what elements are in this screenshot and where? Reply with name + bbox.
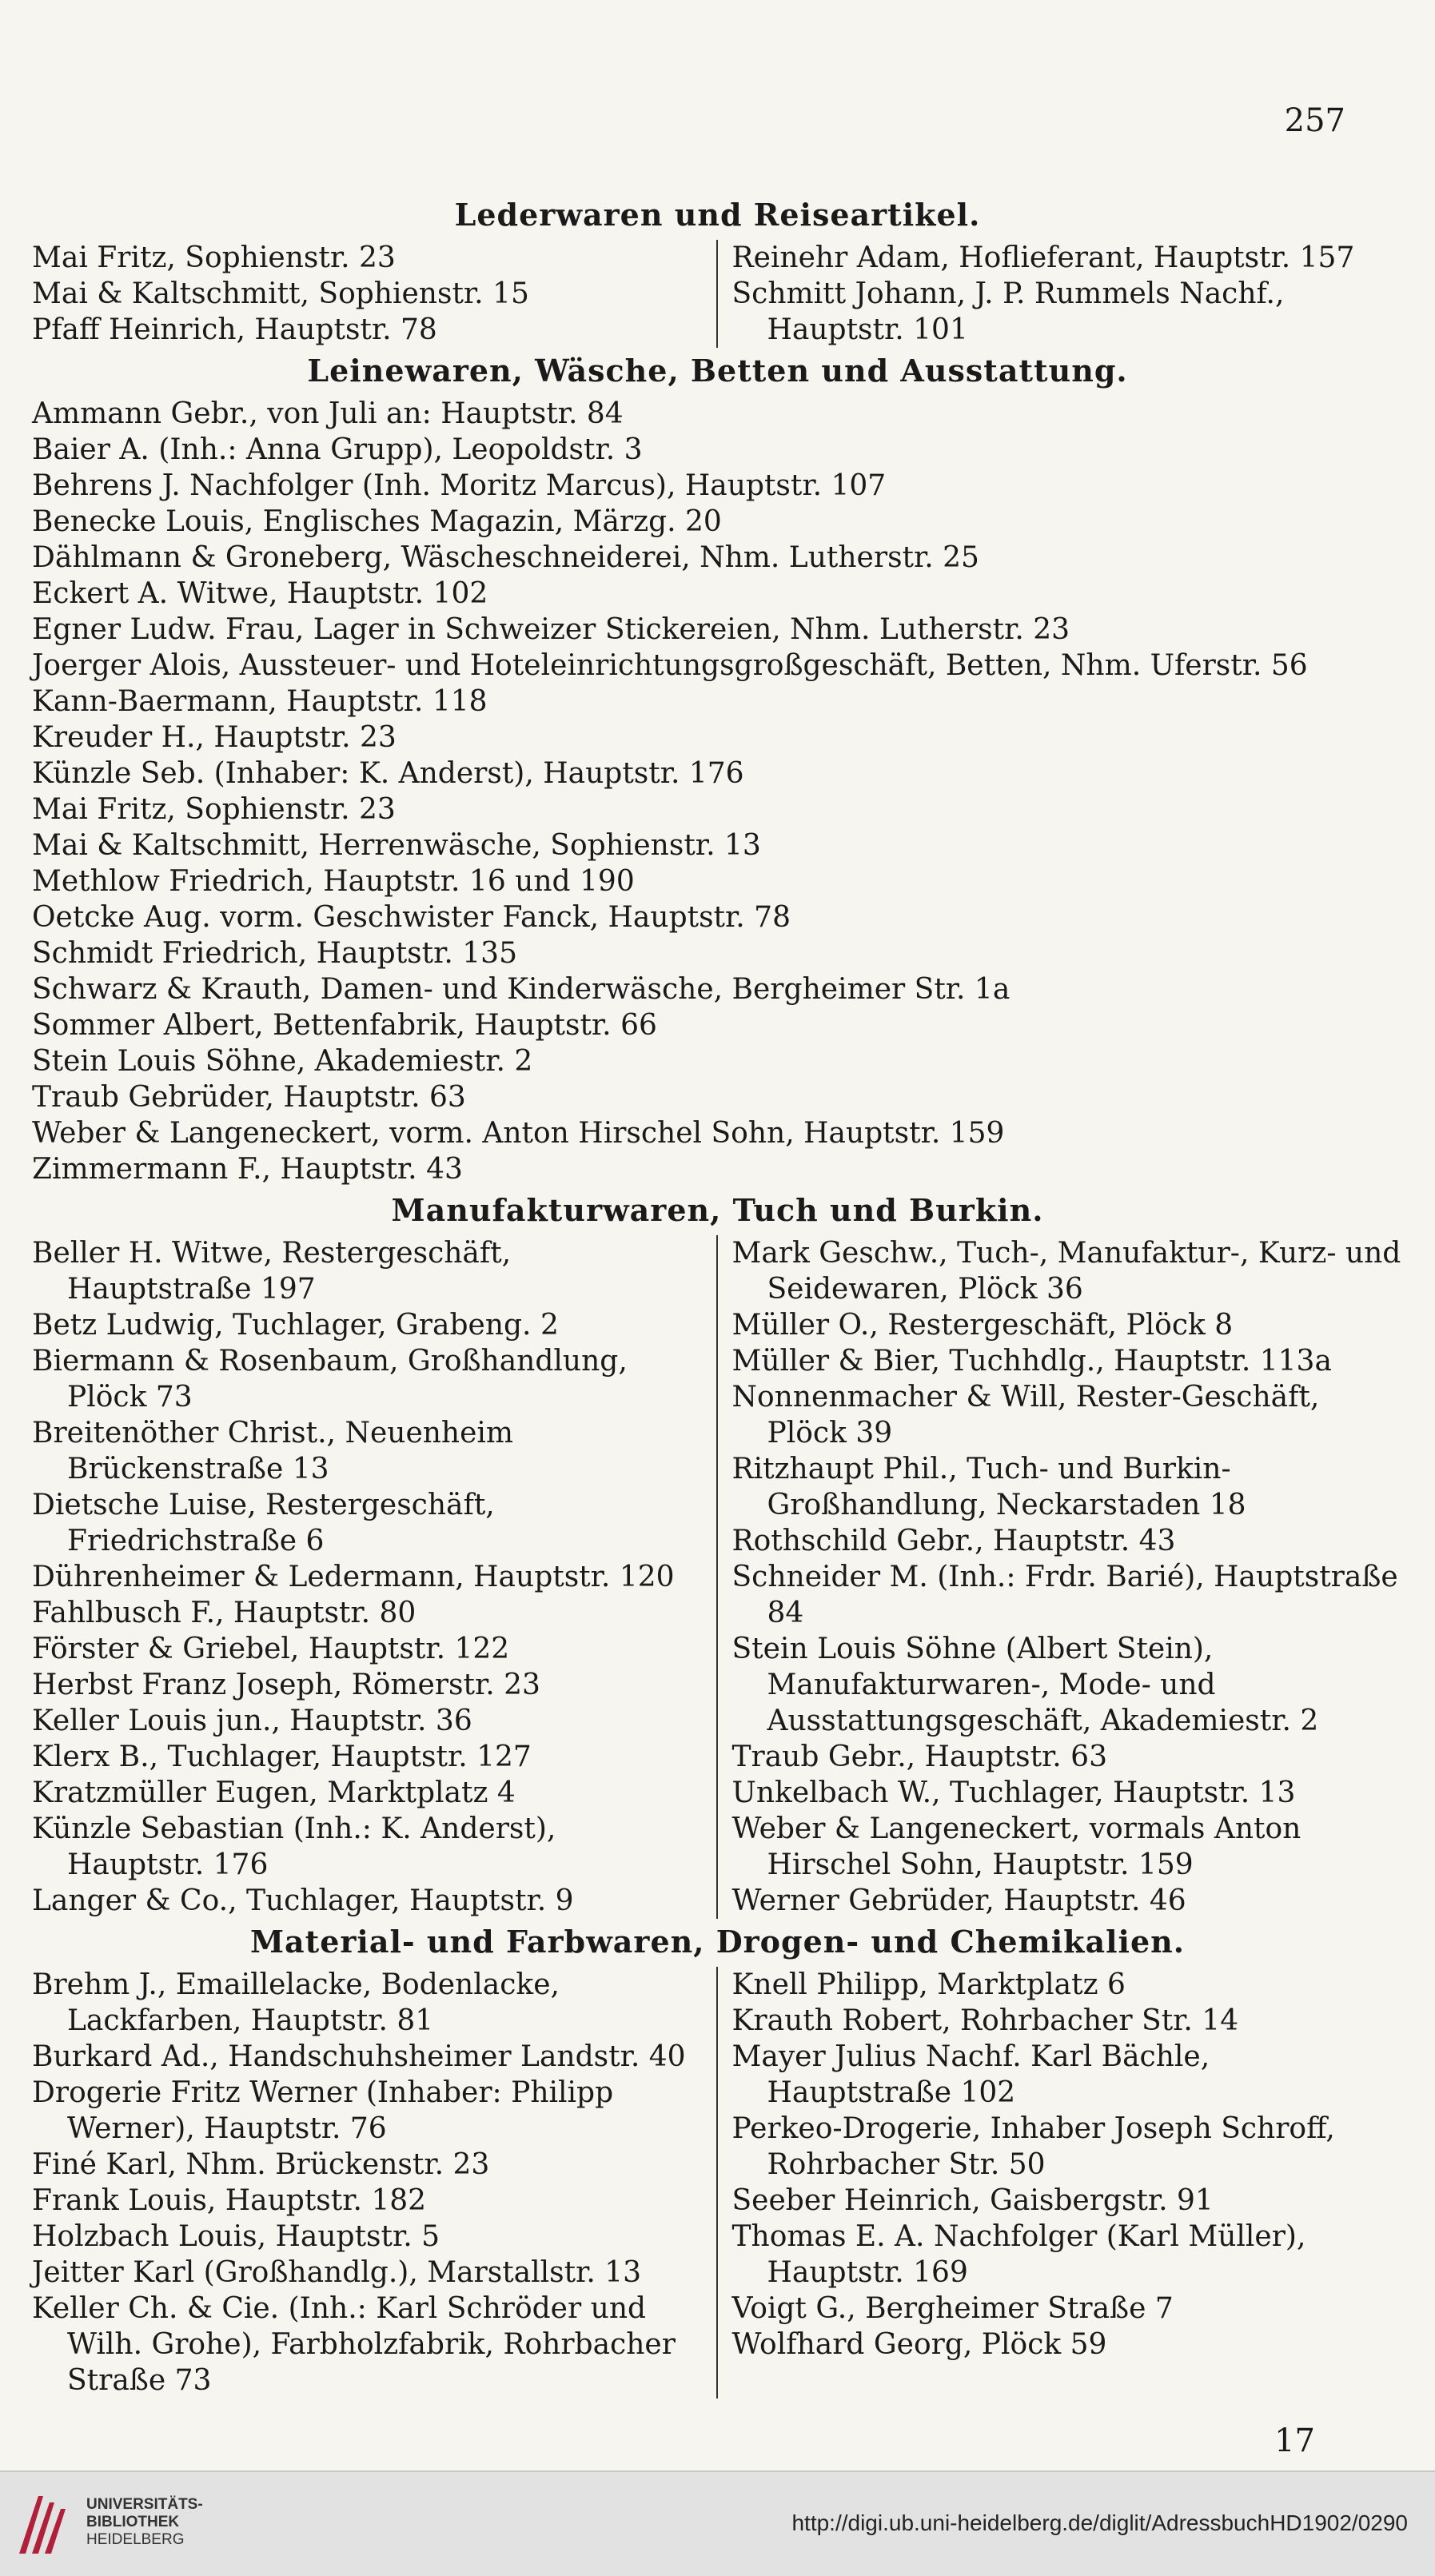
section-heading: Leinewaren, Wäsche, Betten und Ausstattung. xyxy=(307,353,1128,389)
directory-entry: Zimmermann F., Hauptstr. 43 xyxy=(32,1153,463,1186)
directory-entry: Keller Louis jun., Hauptstr. 36 xyxy=(32,1705,472,1737)
directory-entry: Mai & Kaltschmitt, Herrenwäsche, Sophienstr. 13 xyxy=(32,829,761,862)
directory-entry: Knell Philipp, Marktplatz 6 xyxy=(731,1968,1126,2001)
directory-entry: Kreuder H., Hauptstr. 23 xyxy=(32,721,397,754)
directory-entry: Eckert A. Witwe, Hauptstr. 102 xyxy=(32,577,488,610)
directory-entry: Ritzhaupt Phil., Tuch- und Burkin-Großhandlung, Neckarstaden 18 xyxy=(731,1453,1246,1521)
directory-entry: Keller Ch. & Cie. (Inh.: Karl Schröder und Wilh. Grohe), Farbholzfabrik, Rohrbacher Straße 73 xyxy=(32,2292,676,2397)
directory-entry: Werner Gebrüder, Hauptstr. 46 xyxy=(731,1884,1186,1917)
section-heading: Material- und Farbwaren, Drogen- und Chemikalien. xyxy=(249,1924,1186,1960)
directory-entry: Behrens J. Nachfolger (Inh. Moritz Marcus), Hauptstr. 107 xyxy=(32,469,887,502)
directory-entry: Voigt G., Bergheimer Straße 7 xyxy=(731,2292,1174,2325)
directory-entry: Müller O., Restergeschäft, Plöck 8 xyxy=(731,1309,1234,1342)
footer-page-number: 17 xyxy=(1274,2422,1315,2459)
library-line: BIBLIOTHEK xyxy=(86,2514,180,2530)
directory-entry: Seeber Heinrich, Gaisbergstr. 91 xyxy=(731,2184,1214,2217)
viewer-footer-bar xyxy=(0,2470,1435,2576)
directory-entry: Methlow Friedrich, Hauptstr. 16 und 190 xyxy=(32,865,635,898)
directory-entry: Baier A. (Inh.: Anna Grupp), Leopoldstr. 3 xyxy=(32,433,643,466)
directory-entry: Joerger Alois, Aussteuer- und Hoteleinrichtungsgroßgeschäft, Betten, Nhm. Uferstr. 56 xyxy=(32,649,1308,682)
directory-entry: Schmidt Friedrich, Hauptstr. 135 xyxy=(32,937,517,970)
page-number: 257 xyxy=(1284,102,1345,139)
directory-entry: Weber & Langeneckert, vormals Anton Hirschel Sohn, Hauptstr. 159 xyxy=(731,1812,1301,1881)
directory-entry: Burkard Ad., Handschuhsheimer Landstr. 40 xyxy=(32,2040,686,2073)
directory-entry: Nonnenmacher & Will, Rester-Geschäft, Plöck 39 xyxy=(731,1381,1320,1449)
directory-entry: Künzle Sebastian (Inh.: K. Anderst), Hauptstr. 176 xyxy=(32,1812,556,1881)
directory-entry: Finé Karl, Nhm. Brückenstr. 23 xyxy=(32,2148,490,2181)
right-column xyxy=(718,1235,1404,1919)
directory-entry: Dührenheimer & Ledermann, Hauptstr. 120 xyxy=(32,1561,675,1593)
directory-entry: Mayer Julius Nachf. Karl Bächle, Hauptstraße 102 xyxy=(731,2040,1210,2109)
directory-entry: Stein Louis Söhne, Akademiestr. 2 xyxy=(32,1045,533,1078)
directory-entry: Unkelbach W., Tuchlager, Hauptstr. 13 xyxy=(731,1776,1296,1809)
directory-entry: Stein Louis Söhne (Albert Stein), Manufakturwaren-, Mode- und Ausstattungsgeschäft, Akademiestr. 2 xyxy=(731,1633,1319,1737)
university-logo-icon xyxy=(14,2490,78,2558)
directory-entry: Traub Gebrüder, Hauptstr. 63 xyxy=(32,1081,466,1114)
source-url-link[interactable]: http://digi.ub.uni-heidelberg.de/diglit/AdressbuchHD1902/0290 xyxy=(791,2510,1408,2535)
directory-entry: Fahlbusch F., Hauptstr. 80 xyxy=(32,1597,417,1629)
library-line: HEIDELBERG xyxy=(86,2531,185,2548)
left-column xyxy=(32,240,718,348)
directory-entry: Betz Ludwig, Tuchlager, Grabeng. 2 xyxy=(32,1309,559,1342)
directory-entry: Kann-Baermann, Hauptstr. 118 xyxy=(32,685,488,718)
directory-entry: Holzbach Louis, Hauptstr. 5 xyxy=(32,2220,440,2253)
directory-entry: Oetcke Aug. vorm. Geschwister Fanck, Hauptstr. 78 xyxy=(32,901,791,934)
two-column-list xyxy=(32,1967,1403,2399)
directory-entry: Schneider M. (Inh.: Frdr. Barié), Hauptstraße 84 xyxy=(731,1561,1398,1629)
directory-entry: Mai Fritz, Sophienstr. 23 xyxy=(32,793,396,826)
library-line: UNIVERSITÄTS- xyxy=(86,2496,203,2513)
directory-entry: Frank Louis, Hauptstr. 182 xyxy=(32,2184,427,2217)
directory-entry: Künzle Seb. (Inhaber: K. Anderst), Hauptstr. 176 xyxy=(32,757,744,790)
directory-entry: Biermann & Rosenbaum, Großhandlung, Plöck 73 xyxy=(32,1345,628,1414)
left-column xyxy=(32,1235,718,1919)
section-heading: Lederwaren und Reiseartikel. xyxy=(454,197,981,233)
directory-entry: Rothschild Gebr., Hauptstr. 43 xyxy=(731,1525,1176,1557)
right-column xyxy=(718,1967,1404,2399)
directory-entry: Wolfhard Georg, Plöck 59 xyxy=(731,2328,1107,2361)
directory-entry: Herbst Franz Joseph, Römerstr. 23 xyxy=(32,1669,540,1701)
two-column-list xyxy=(32,1235,1403,1919)
library-name xyxy=(86,2496,203,2549)
directory-entry: Weber & Langeneckert, vorm. Anton Hirschel Sohn, Hauptstr. 159 xyxy=(32,1117,1005,1150)
directory-content xyxy=(32,192,1403,2399)
two-column-list xyxy=(32,240,1403,348)
directory-entry: Ammann Gebr., von Juli an: Hauptstr. 84 xyxy=(32,397,624,430)
directory-entry: Sommer Albert, Bettenfabrik, Hauptstr. 66 xyxy=(32,1009,657,1042)
directory-entry: Traub Gebr., Hauptstr. 63 xyxy=(731,1741,1107,1773)
left-column xyxy=(32,1967,718,2399)
directory-entry: Perkeo-Drogerie, Inhaber Joseph Schroff, Rohrbacher Str. 50 xyxy=(731,2112,1335,2181)
directory-entry: Brehm J., Emaillelacke, Bodenlacke, Lackfarben, Hauptstr. 81 xyxy=(32,1968,560,2037)
directory-entry: Krauth Robert, Rohrbacher Str. 14 xyxy=(731,2004,1239,2037)
directory-entry: Mai & Kaltschmitt, Sophienstr. 15 xyxy=(32,277,529,310)
directory-entry: Dietsche Luise, Restergeschäft, Friedrichstraße 6 xyxy=(32,1489,495,1557)
directory-entry: Jeitter Karl (Großhandlg.), Marstallstr. 13 xyxy=(32,2256,642,2289)
directory-entry: Mark Geschw., Tuch-, Manufaktur-, Kurz- und Seidewaren, Plöck 36 xyxy=(731,1237,1401,1306)
directory-entry: Müller & Bier, Tuchhdlg., Hauptstr. 113a xyxy=(731,1345,1332,1378)
directory-entry: Schwarz & Krauth, Damen- und Kinderwäsche, Bergheimer Str. 1a xyxy=(32,973,1010,1006)
directory-entry: Benecke Louis, Englisches Magazin, Märzg. 20 xyxy=(32,505,722,538)
single-column-list xyxy=(32,396,1403,1187)
directory-entry: Langer & Co., Tuchlager, Hauptstr. 9 xyxy=(32,1884,574,1917)
right-column xyxy=(718,240,1404,348)
directory-entry: Drogerie Fritz Werner (Inhaber: Philipp Werner), Hauptstr. 76 xyxy=(32,2076,614,2145)
directory-entry: Beller H. Witwe, Restergeschäft, Hauptstraße 197 xyxy=(32,1237,512,1306)
directory-entry: Reinehr Adam, Hoflieferant, Hauptstr. 157 xyxy=(731,241,1355,274)
directory-entry: Egner Ludw. Frau, Lager in Schweizer Stickereien, Nhm. Lutherstr. 23 xyxy=(32,613,1070,646)
directory-entry: Klerx B., Tuchlager, Hauptstr. 127 xyxy=(32,1741,532,1773)
directory-entry: Breitenöther Christ., Neuenheim Brückenstraße 13 xyxy=(32,1417,514,1485)
directory-entry: Mai Fritz, Sophienstr. 23 xyxy=(32,241,396,274)
directory-entry: Schmitt Johann, J. P. Rummels Nachf., Hauptstr. 101 xyxy=(731,277,1285,346)
directory-entry: Kratzmüller Eugen, Marktplatz 4 xyxy=(32,1776,516,1809)
directory-entry: Dählmann & Groneberg, Wäscheschneiderei, Nhm. Lutherstr. 25 xyxy=(32,541,979,574)
directory-entry: Förster & Griebel, Hauptstr. 122 xyxy=(32,1633,510,1665)
directory-entry: Pfaff Heinrich, Hauptstr. 78 xyxy=(32,313,437,346)
section-heading: Manufakturwaren, Tuch und Burkin. xyxy=(391,1192,1044,1228)
directory-entry: Thomas E. A. Nachfolger (Karl Müller), Hauptstr. 169 xyxy=(731,2220,1306,2289)
